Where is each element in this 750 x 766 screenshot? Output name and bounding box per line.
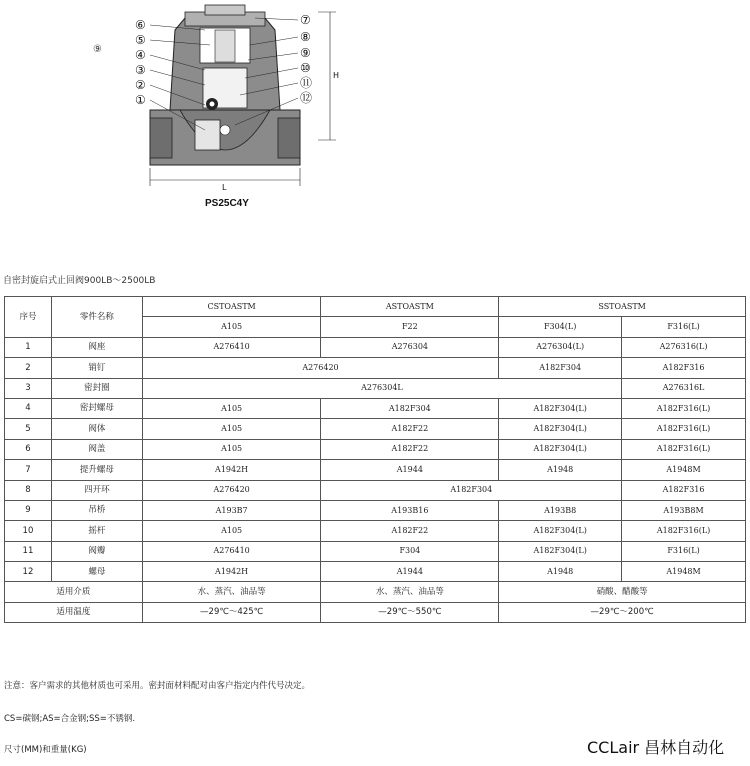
row-no: 12 [5, 562, 52, 582]
cell: A276420 [142, 358, 498, 378]
cell: A182F316(L) [622, 398, 746, 418]
cell: A1948 [499, 460, 622, 480]
row-part: 阀座 [51, 337, 142, 357]
cell: A182F316 [622, 480, 746, 500]
cell: F316(L) [622, 541, 746, 561]
callout-2: ② [135, 78, 146, 92]
callout-8: ⑧ [300, 30, 311, 44]
cell: A182F304(L) [499, 541, 622, 561]
table-row [5, 419, 746, 439]
cell: —29℃～425℃ [142, 602, 321, 622]
row-no: 9 [5, 500, 52, 520]
table-row [5, 398, 746, 418]
cell: A193B7 [142, 500, 321, 520]
row-part: 密封螺母 [51, 398, 142, 418]
cell: A1948M [622, 460, 746, 480]
row-no: 3 [5, 378, 52, 398]
note-units: 尺寸(MM)和重量(KG) [4, 745, 87, 755]
cell: A182F304 [321, 480, 622, 500]
cell: A105 [142, 439, 321, 459]
table-row [5, 500, 746, 520]
cell: A182F22 [321, 419, 499, 439]
cell: A182F316(L) [622, 521, 746, 541]
row-part: 销钉 [51, 358, 142, 378]
medium-label: 适用介质 [5, 582, 143, 602]
header-group-ss: SSTOASTM [499, 297, 746, 317]
table-row-temperature [5, 602, 746, 622]
row-no: 2 [5, 358, 52, 378]
callout-11: ⑪ [300, 76, 313, 90]
dim-l-label: L [222, 183, 227, 192]
valve-drawing [0, 0, 750, 230]
row-part: 阀盖 [51, 439, 142, 459]
cell: A276304L [142, 378, 621, 398]
table-row [5, 562, 746, 582]
callout-6: ⑥ [135, 18, 146, 32]
header-part: 零件名称 [51, 297, 142, 338]
material-table [4, 296, 746, 623]
table-row [5, 358, 746, 378]
cell: A182F316(L) [622, 439, 746, 459]
cell: A182F304(L) [499, 398, 622, 418]
cell: A276304 [321, 337, 499, 357]
cell: A1944 [321, 460, 499, 480]
cell: F304 [321, 541, 499, 561]
table-row [5, 521, 746, 541]
cell: 水、蒸汽、油品等 [321, 582, 499, 602]
row-part: 阀体 [51, 419, 142, 439]
header-group-cs: CSTOASTM [142, 297, 321, 317]
row-part: 吊桥 [51, 500, 142, 520]
callout-9: ⑨ [300, 46, 311, 60]
callout-12: ⑫ [300, 91, 313, 105]
loose-callout-9: ⑨ [93, 44, 102, 55]
callout-5: ⑤ [135, 33, 146, 47]
cell: A276316L [622, 378, 746, 398]
cell: A193B8M [622, 500, 746, 520]
model-label: PS25C4Y [205, 198, 249, 209]
cell: A276420 [142, 480, 321, 500]
cell: A276304(L) [499, 337, 622, 357]
cell: A182F316(L) [622, 419, 746, 439]
callout-4: ④ [135, 48, 146, 62]
table-row [5, 541, 746, 561]
cell: A182F304 [499, 358, 622, 378]
table-row [5, 480, 746, 500]
table-caption: 自密封旋启式止回阀900LB～2500LB [3, 276, 156, 286]
cell: A105 [142, 521, 321, 541]
cell: A105 [142, 398, 321, 418]
cell: A182F22 [321, 521, 499, 541]
table-row [5, 460, 746, 480]
row-no: 7 [5, 460, 52, 480]
callout-3: ③ [135, 63, 146, 77]
cell: A1948 [499, 562, 622, 582]
cell: A105 [142, 419, 321, 439]
table-row [5, 337, 746, 357]
cell: —29℃～550℃ [321, 602, 499, 622]
cell: A1948M [622, 562, 746, 582]
cell: A276410 [142, 337, 321, 357]
row-no: 11 [5, 541, 52, 561]
row-no: 6 [5, 439, 52, 459]
cell: A182F304(L) [499, 439, 622, 459]
header-group-as: ASTOASTM [321, 297, 499, 317]
cell: A1942H [142, 460, 321, 480]
header-material: F316(L) [622, 317, 746, 337]
cell: A1942H [142, 562, 321, 582]
table-row [5, 439, 746, 459]
row-part: 四开环 [51, 480, 142, 500]
note-materials: 注意：客户需求的其他材质也可采用。密封面材料配对由客户指定内件代号决定。 [4, 681, 311, 691]
cell: A193B8 [499, 500, 622, 520]
cell: A182F304(L) [499, 419, 622, 439]
row-no: 5 [5, 419, 52, 439]
cell: A276316(L) [622, 337, 746, 357]
row-part: 提升螺母 [51, 460, 142, 480]
cell: A182F22 [321, 439, 499, 459]
row-part: 阀瓣 [51, 541, 142, 561]
callout-7: ⑦ [300, 13, 311, 27]
row-part: 螺母 [51, 562, 142, 582]
cell: A193B16 [321, 500, 499, 520]
header-material: F304(L) [499, 317, 622, 337]
temperature-label: 适用温度 [5, 602, 143, 622]
cell: A182F304 [321, 398, 499, 418]
valve-cross-section-svg [0, 0, 750, 230]
cell: A1944 [321, 562, 499, 582]
callout-10: ⑩ [300, 61, 311, 75]
callout-1: ① [135, 93, 146, 107]
row-no: 10 [5, 521, 52, 541]
row-no: 1 [5, 337, 52, 357]
cell: 硝酸、醋酸等 [499, 582, 746, 602]
table-row-medium [5, 582, 746, 602]
cell: A276410 [142, 541, 321, 561]
header-material: F22 [321, 317, 499, 337]
dim-h-label: H [333, 71, 340, 80]
table-header-row [5, 297, 746, 317]
cell: A182F304(L) [499, 521, 622, 541]
cell: A182F316 [622, 358, 746, 378]
header-material: A105 [142, 317, 321, 337]
cell: —29℃～200℃ [499, 602, 746, 622]
cell: 水、蒸汽、油品等 [142, 582, 321, 602]
row-part: 摇杆 [51, 521, 142, 541]
brand-watermark: CCLair 昌林自动化 [587, 738, 725, 757]
note-abbreviations: CS=碳钢;AS=合金钢;SS=不锈钢. [4, 714, 136, 724]
row-part: 密封圈 [51, 378, 142, 398]
row-no: 8 [5, 480, 52, 500]
table-row [5, 378, 746, 398]
row-no: 4 [5, 398, 52, 418]
header-no: 序号 [5, 297, 52, 338]
